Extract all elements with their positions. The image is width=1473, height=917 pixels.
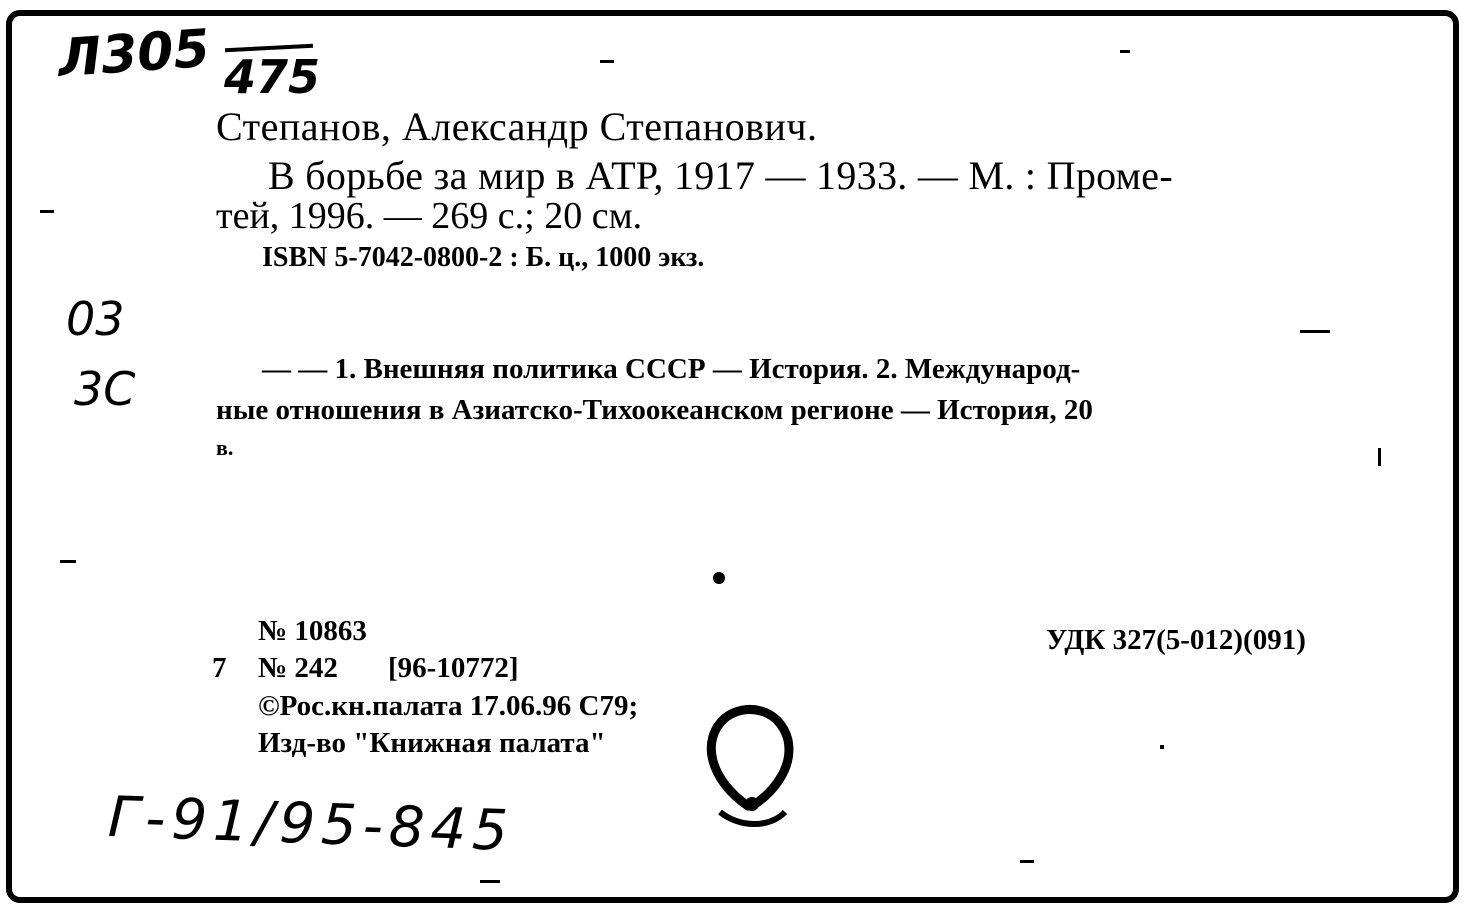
- scan-speck: [713, 572, 725, 584]
- handwritten-code-2: 3С: [74, 362, 136, 416]
- title-line-1: В борьбе за мир в АТР, 1917 — 1933. — М. : Проме-: [268, 153, 1173, 198]
- scan-speck: [1378, 448, 1381, 466]
- udc-code: УДК 327(5-012)(091): [1046, 624, 1306, 656]
- scan-speck: [40, 210, 54, 213]
- author-heading: Степанов, Александр Степанович.: [216, 104, 818, 149]
- record-number-1: № 10863: [258, 615, 367, 647]
- isbn-line: ISBN 5-7042-0800-2 : Б. ц., 1000 экз.: [262, 242, 705, 273]
- scan-speck: [60, 560, 76, 563]
- subject-line-2: ные отношения в Азиатско-Тихоокеанском регионе — История, 20: [216, 394, 1093, 426]
- handwritten-inventory-number: Г-91/95-845: [106, 784, 515, 865]
- subject-line-3: в.: [216, 435, 234, 460]
- record-prefix: 7: [212, 652, 227, 684]
- handwritten-shelf-sub: 475: [224, 50, 321, 104]
- title-line-2: тей, 1996. — 269 с.; 20 см.: [216, 195, 643, 237]
- record-number-2-ref: [96-10772]: [388, 652, 519, 684]
- scan-speck: [480, 880, 500, 883]
- handwritten-code-1: 03: [66, 292, 125, 346]
- scan-speck: [1020, 860, 1034, 863]
- subject-line-1: — — 1. Внешняя политика СССР — История. 2. Международ-: [262, 353, 1081, 385]
- copyright-line: ©Рос.кн.палата 17.06.96 С79;: [258, 690, 639, 722]
- scan-speck: [1300, 330, 1330, 333]
- publisher-line: Изд-во "Книжная палата": [258, 727, 606, 759]
- scan-speck: [600, 60, 614, 63]
- scan-speck: [1120, 50, 1130, 53]
- record-number-2: № 242: [258, 652, 338, 684]
- handwritten-shelf-mark: Л305: [56, 18, 212, 90]
- card-string-loop: [690, 700, 810, 840]
- scan-speck: [1160, 745, 1164, 749]
